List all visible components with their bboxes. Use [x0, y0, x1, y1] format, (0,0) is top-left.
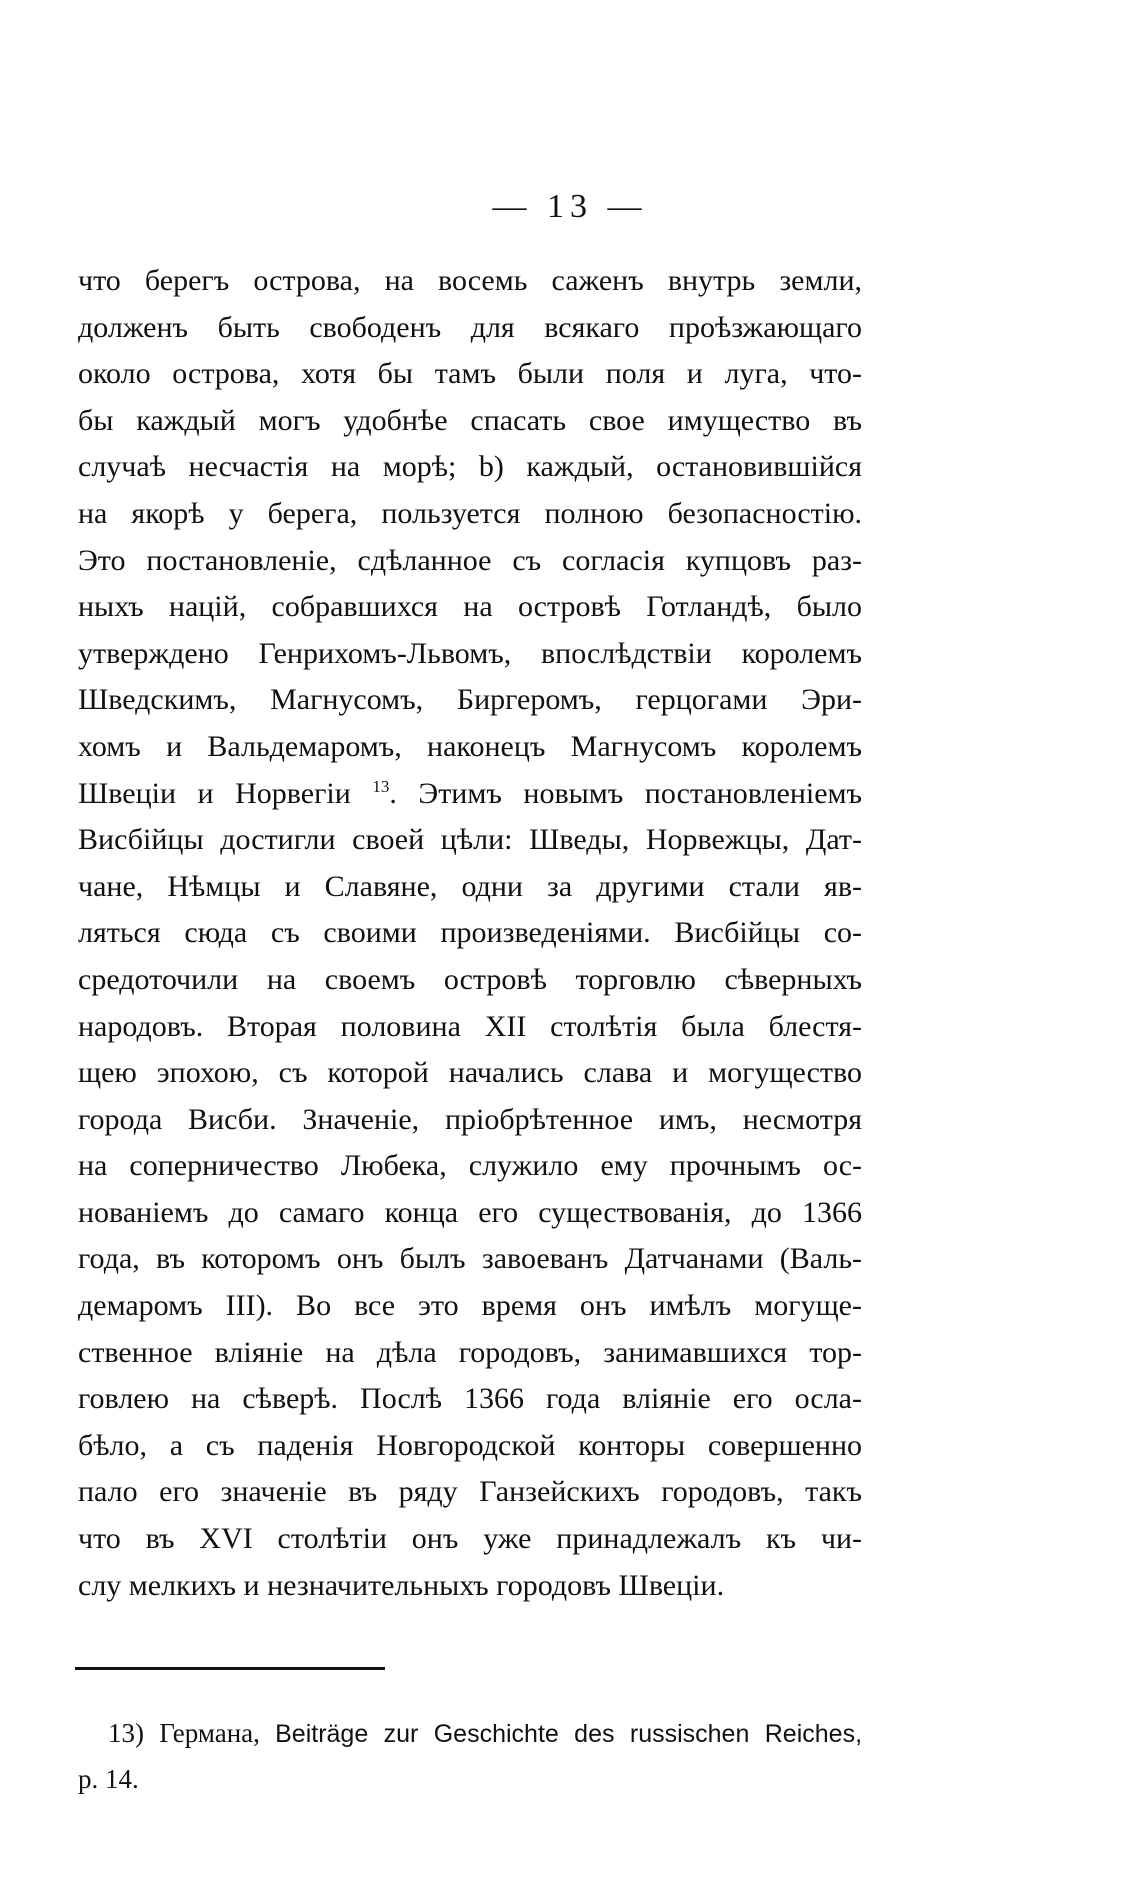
text-line-with-footnote-ref	[78, 771, 862, 818]
footnote-line	[78, 1710, 862, 1756]
page-number: — 13 —	[492, 188, 648, 225]
text-line: города Висби. Значеніе, пріобрѣтенное имъ, несмотря	[78, 1102, 862, 1136]
text-line: бѣло, а съ паденія Новгородской конторы совершенно	[78, 1428, 862, 1462]
footnote-title: Beiträge zur Geschichte des russischen Reiches,	[275, 1720, 862, 1748]
text-line-last: слу мелкихъ и незначительныхъ городовъ Швеціи.	[78, 1568, 725, 1602]
footnote-page: p. 14.	[78, 1764, 139, 1794]
text-line: ственное вліяніе на дѣла городовъ, занимавшихся тор-	[78, 1335, 862, 1369]
footnote-divider	[75, 1667, 385, 1670]
text-segment: . Этимъ новымъ постановленіемъ	[389, 776, 862, 810]
text-line: что берегъ острова, на восемь саженъ внутрь земли,	[78, 264, 862, 297]
text-line: на якорѣ у берега, пользуется полною безопасностію.	[78, 496, 862, 530]
text-line: ныхъ націй, собравшихся на островѣ Готландѣ, было	[78, 590, 862, 624]
text-line: года, въ которомъ онъ былъ завоеванъ Датчанами (Валь-	[78, 1242, 862, 1276]
text-line: Висбійцы достигли своей цѣли: Шведы, Норвежцы, Дат-	[78, 823, 862, 857]
text-line: хомъ и Вальдемаромъ, наконецъ Магнусомъ королемъ	[78, 729, 862, 763]
text-line: случаѣ несчастія на морѣ; b) каждый, остановившійся	[78, 450, 862, 484]
text-line: щею эпохою, съ которой начались слава и могущество	[78, 1056, 862, 1090]
text-line: утверждено Генрихомъ-Львомъ, впослѣдствіи королемъ	[78, 636, 862, 670]
text-line: на соперничество Любека, служило ему прочнымъ ос-	[78, 1149, 862, 1183]
text-line: чане, Нѣмцы и Славяне, одни за другими стали яв-	[78, 869, 862, 903]
text-line: долженъ быть свободенъ для всякаго проѣзжающаго	[78, 310, 862, 344]
text-line: около острова, хотя бы тамъ были поля и луга, что-	[78, 357, 862, 391]
text-line: что въ XVI столѣтіи онъ уже принадлежалъ къ чи-	[78, 1522, 862, 1556]
text-line: говлею на сѣверѣ. Послѣ 1366 года вліяніе его осла-	[78, 1382, 862, 1416]
text-line: демаромъ III). Во все это время онъ имѣлъ могуще-	[78, 1289, 862, 1323]
footnote-number: 13)	[108, 1718, 144, 1748]
text-line: нованіемъ до самаго конца его существованія, до 1366	[78, 1195, 862, 1229]
text-line: народовъ. Вторая половина XII столѣтія была блестя-	[78, 1009, 862, 1043]
footnote-author: Германа,	[159, 1718, 260, 1748]
text-line: бы каждый могъ удобнѣе спасать свое имущество въ	[78, 403, 862, 437]
text-line: Это постановленіе, сдѣланное съ согласія купцовъ раз-	[78, 543, 862, 577]
footnote-reference: 13	[372, 776, 390, 796]
text-line: средоточили на своемъ островѣ торговлю сѣверныхъ	[78, 962, 862, 996]
text-line: ляться сюда съ своими произведеніями. Висбійцы со-	[78, 916, 862, 950]
text-segment: Швеціи и Норвегіи	[78, 776, 351, 810]
footnotes	[78, 1710, 862, 1802]
text-line: Шведскимъ, Магнусомъ, Биргеромъ, герцогами Эри-	[78, 683, 862, 717]
text-line: пало его значеніе въ ряду Ганзейскихъ городовъ, такъ	[78, 1475, 862, 1509]
body-text	[78, 258, 862, 1609]
